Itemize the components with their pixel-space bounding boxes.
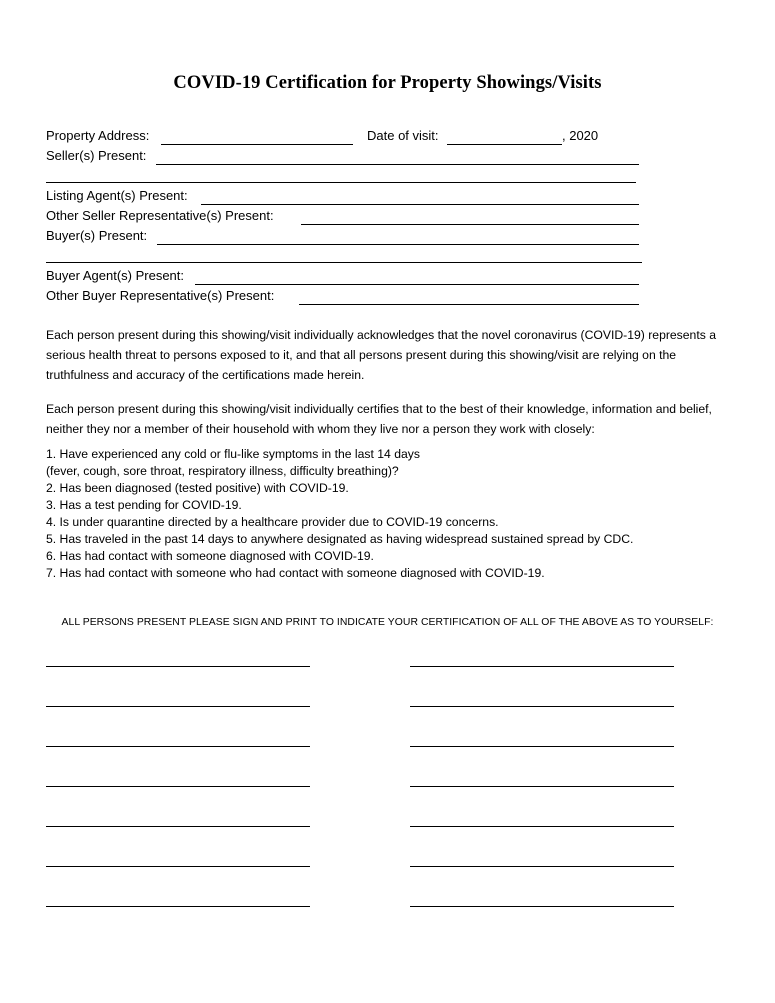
- signature-line[interactable]: [410, 866, 674, 867]
- date-of-visit-label: Date of visit:: [367, 128, 439, 143]
- signature-line[interactable]: [410, 906, 674, 907]
- buyers-present-continuation-field[interactable]: [46, 262, 642, 263]
- sellers-present-field[interactable]: [156, 164, 639, 165]
- signature-line[interactable]: [46, 786, 310, 787]
- signature-line[interactable]: [410, 826, 674, 827]
- list-item: 2. Has been diagnosed (tested positive) with COVID-19.: [46, 481, 349, 495]
- other-buyer-rep-label: Other Buyer Representative(s) Present:: [46, 288, 275, 303]
- year-label: , 2020: [562, 128, 599, 143]
- list-item: 4. Is under quarantine directed by a healthcare provider due to COVID-19 concerns.: [46, 515, 499, 529]
- signature-line[interactable]: [410, 706, 674, 707]
- list-item: 6. Has had contact with someone diagnosed with COVID-19.: [46, 549, 374, 563]
- other-buyer-rep-field[interactable]: [299, 304, 639, 305]
- sign-instruction: ALL PERSONS PRESENT PLEASE SIGN AND PRINT TO INDICATE YOUR CERTIFICATION OF ALL OF THE ABOVE AS TO YOURSELF:: [61, 617, 714, 628]
- list-item: 3. Has a test pending for COVID-19.: [46, 498, 242, 512]
- signature-line[interactable]: [46, 906, 310, 907]
- signature-line[interactable]: [46, 706, 310, 707]
- list-item: 7. Has had contact with someone who had contact with someone diagnosed with COVID-19.: [46, 566, 545, 580]
- certification-paragraph: Each person present during this showing/visit individually certifies that to the best of their knowledge, information and belief, neither they nor a member of their household with whom they live nor a person they work with closely:: [46, 402, 712, 436]
- signature-line[interactable]: [410, 746, 674, 747]
- signature-line[interactable]: [46, 746, 310, 747]
- acknowledgement-paragraph: Each person present during this showing/visit individually acknowledges that the novel coronavirus (COVID-19) represents a serious health threat to persons exposed to it, and that all persons present during this showing/visit are relying on the truthfulness and accuracy of the certifications made herein.: [46, 328, 716, 382]
- listing-agents-field[interactable]: [201, 204, 639, 205]
- signature-line[interactable]: [46, 826, 310, 827]
- other-seller-rep-field[interactable]: [301, 224, 639, 225]
- other-seller-rep-label: Other Seller Representative(s) Present:: [46, 208, 274, 223]
- property-address-label: Property Address:: [46, 128, 150, 143]
- buyers-present-label: Buyer(s) Present:: [46, 228, 148, 243]
- document-title: COVID-19 Certification for Property Showings/Visits: [173, 73, 602, 93]
- sellers-present-label: Seller(s) Present:: [46, 148, 147, 163]
- listing-agents-label: Listing Agent(s) Present:: [46, 188, 188, 203]
- signature-line[interactable]: [46, 666, 310, 667]
- signature-line[interactable]: [410, 786, 674, 787]
- buyer-agents-label: Buyer Agent(s) Present:: [46, 268, 185, 283]
- list-item: (fever, cough, sore throat, respiratory illness, difficulty breathing)?: [46, 464, 399, 478]
- signature-line[interactable]: [410, 666, 674, 667]
- buyers-present-field[interactable]: [157, 244, 639, 245]
- buyer-agents-field[interactable]: [195, 284, 639, 285]
- signature-line[interactable]: [46, 866, 310, 867]
- list-item: 1. Have experienced any cold or flu-like symptoms in the last 14 days: [46, 447, 420, 461]
- date-of-visit-field[interactable]: [447, 144, 562, 145]
- property-address-field[interactable]: [161, 144, 353, 145]
- list-item: 5. Has traveled in the past 14 days to anywhere designated as having widespread sustained spread by CDC.: [46, 532, 634, 546]
- sellers-present-continuation-field[interactable]: [46, 182, 636, 183]
